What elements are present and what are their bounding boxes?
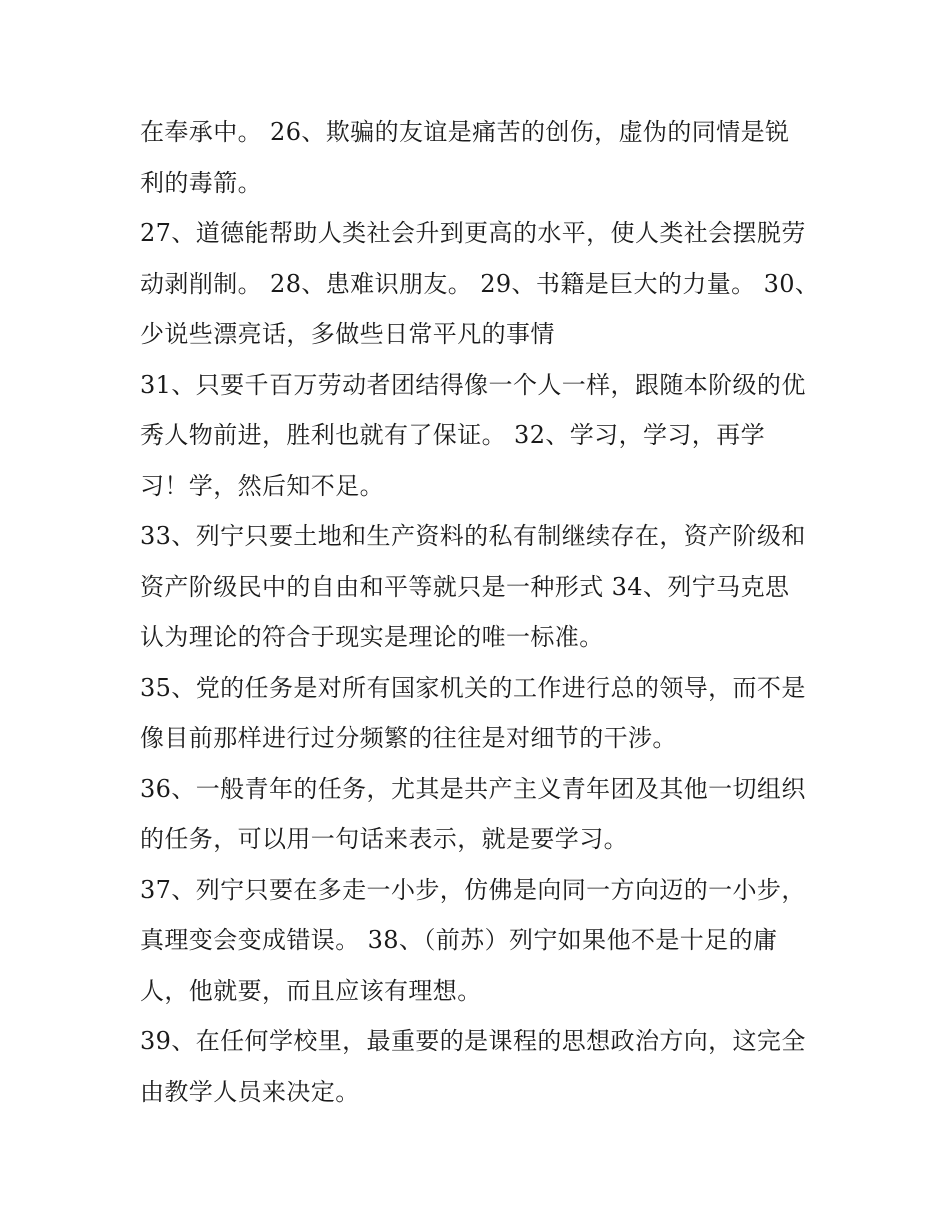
text-line: 习！学，然后知不足。 [140, 471, 384, 500]
text-line: 在奉承中。 26、欺骗的友谊是痛苦的创伤，虚伪的同情是锐 [140, 118, 790, 146]
text-line: 动剥削制。 28、患难识朋友。 29、书籍是巨大的力量。 30、 [140, 269, 820, 298]
text-line: 36、一般青年的任务，尤其是共产主义青年团及其他一切组织 [140, 774, 806, 803]
text-line: 利的毒箭。 [140, 168, 262, 197]
text-line: 少说些漂亮话，多做些日常平凡的事情 [140, 320, 555, 348]
text-line: 人，他就要，而且应该有理想。 [140, 976, 482, 1005]
text-line: 33、列宁只要土地和生产资料的私有制继续存在，资产阶级和 [140, 522, 806, 550]
text-line: 的任务，可以用一句话来表示，就是要学习。 [140, 825, 628, 853]
text-line: 真理变会变成错误。 38、（前苏）列宁如果他不是十足的庸 [140, 926, 778, 954]
text-line: 资产阶级民中的自由和平等就只是一种形式 34、列宁马克思 [140, 572, 790, 601]
text-line: 像目前那样进行过分频繁的往往是对细节的干涉。 [140, 724, 677, 752]
text-line: 秀人物前进，胜利也就有了保证。 32、学习，学习，再学 [140, 421, 765, 449]
quote-text-block [140, 107, 830, 1117]
text-line: 31、只要千百万劳动者团结得像一个人一样，跟随本阶级的优 [140, 370, 806, 399]
text-line: 35、党的任务是对所有国家机关的工作进行总的领导，而不是 [140, 673, 806, 702]
text-line: 27、道德能帮助人类社会升到更高的水平，使人类社会摆脱劳 [140, 219, 806, 247]
text-line: 37、列宁只要在多走一小步，仿佛是向同一方向迈的一小步， [140, 875, 806, 904]
text-line: 39、在任何学校里，最重要的是课程的思想政治方向，这完全 [140, 1027, 806, 1055]
text-line: 认为理论的符合于现实是理论的唯一标准。 [140, 623, 604, 651]
text-line: 由教学人员来决定。 [140, 1077, 360, 1106]
